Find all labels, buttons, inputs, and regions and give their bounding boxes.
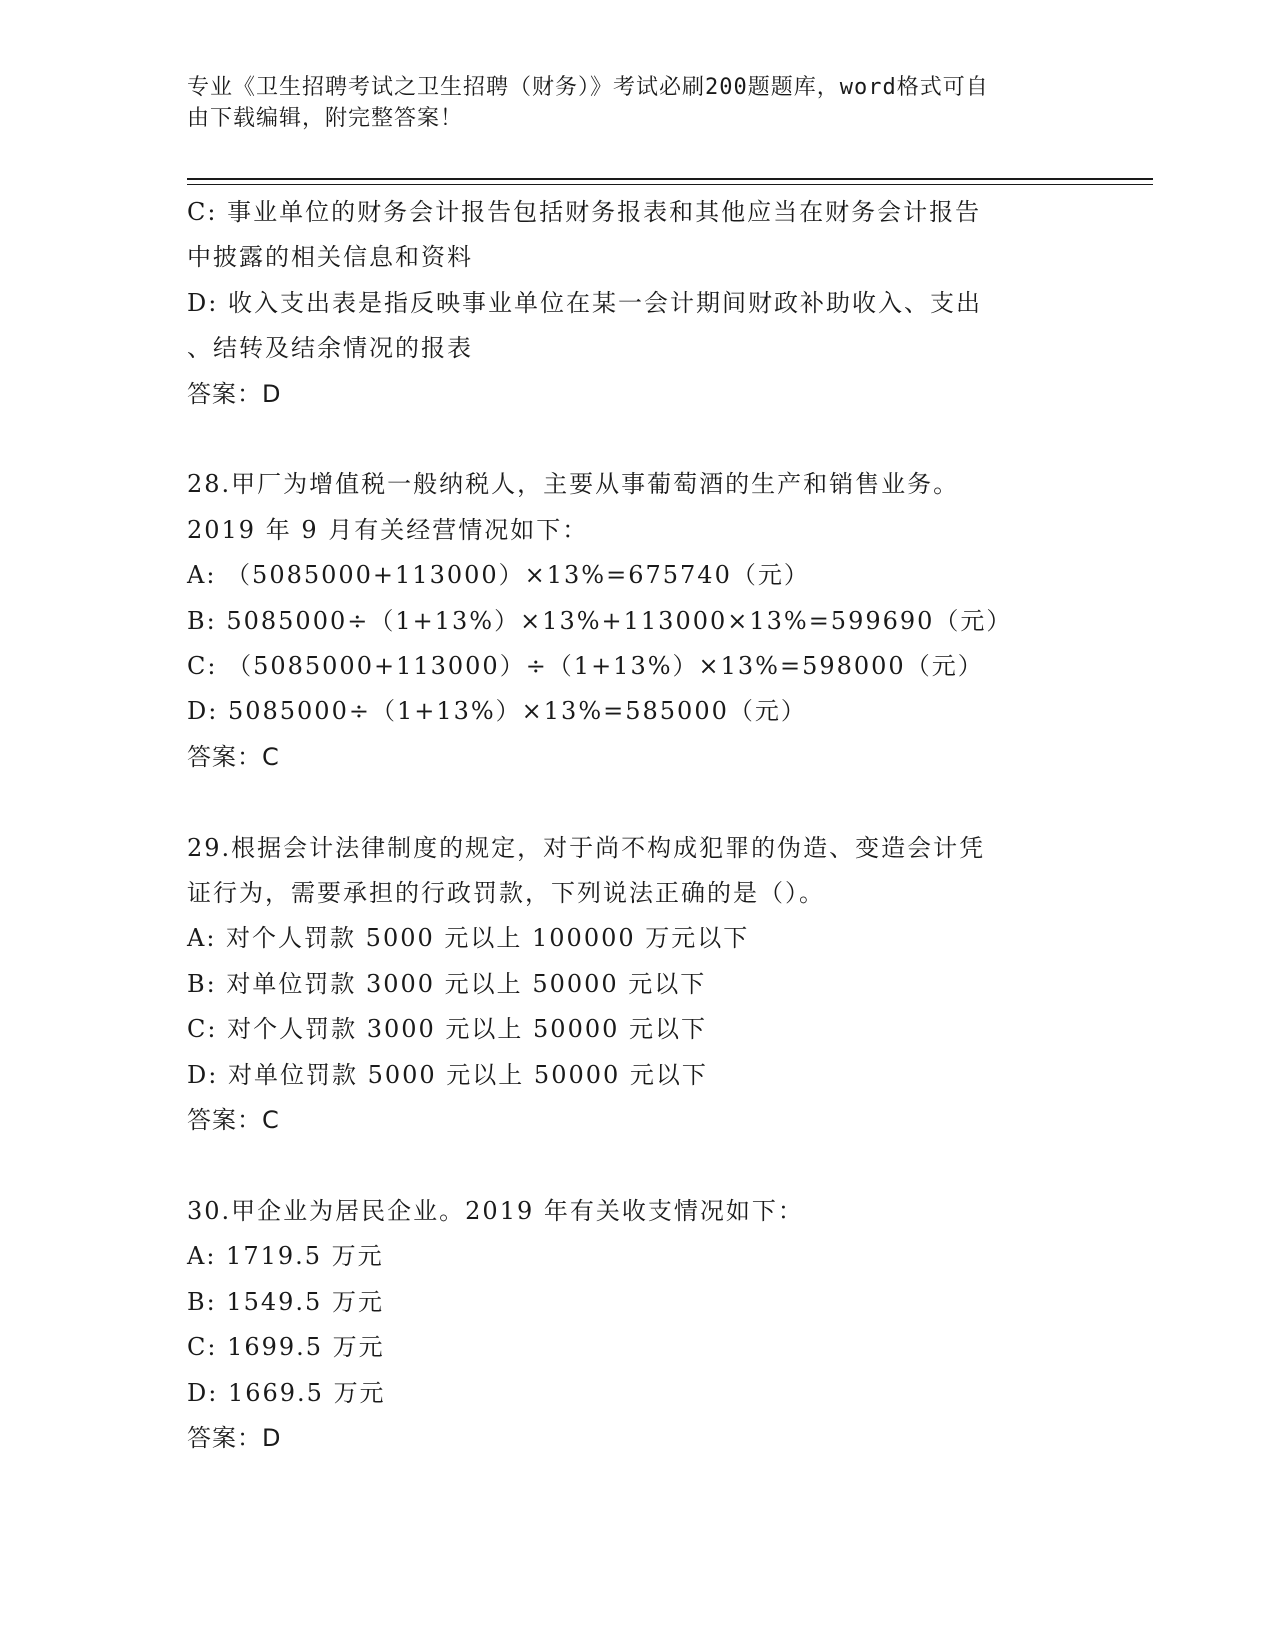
question-stem: 30.甲企业为居民企业。2019 年有关收支情况如下： [187, 1196, 804, 1225]
option-b: B: 对单位罚款 3000 元以上 50000 元以下 [187, 969, 707, 998]
option-d: D: 5085000÷（1+13%）×13%=585000（元） [187, 697, 807, 726]
spacer [187, 780, 1087, 825]
option-d: D: 1669.5 万元 [187, 1378, 386, 1407]
option-d: D: 对单位罚款 5000 元以上 50000 元以下 [187, 1060, 708, 1089]
option-b: B: 5085000÷（1+13%）×13%+113000×13%=599690（元） [187, 606, 1013, 635]
question-30 [187, 1189, 1087, 1461]
question-stem: 28.甲厂为增值税一般纳税人，主要从事葡萄酒的生产和销售业务。 [187, 470, 960, 499]
option-c: C: 对个人罚款 3000 元以上 50000 元以下 [187, 1015, 708, 1044]
option-c-continued: 中披露的相关信息和资料 [187, 243, 473, 272]
option-a: A: 对个人罚款 5000 元以上 100000 万元以下 [187, 924, 750, 953]
answer-line: 答案：C [187, 742, 280, 771]
question-stem-continued: 2019 年 9 月有关经营情况如下： [187, 515, 589, 544]
option-c: C: 1699.5 万元 [187, 1333, 385, 1362]
question-29 [187, 826, 1087, 1144]
document-header [187, 72, 1067, 134]
question-stem: 29.根据会计法律制度的规定，对于尚不构成犯罪的伪造、变造会计凭 [187, 833, 986, 862]
answer-line: 答案：C [187, 1106, 280, 1135]
spacer [187, 1144, 1087, 1189]
question-stem-continued: 证行为，需要承担的行政罚款，下列说法正确的是（）。 [187, 879, 825, 908]
header-divider-thick [187, 178, 1153, 180]
option-d-continued: 、结转及结余情况的报表 [187, 334, 473, 363]
header-divider-thin [187, 184, 1153, 185]
header-line-2: 由下载编辑，附完整答案！ [187, 106, 464, 131]
answer-line: 答案：D [187, 1423, 282, 1452]
question-27-continued [187, 190, 1087, 417]
option-a: A: 1719.5 万元 [187, 1242, 384, 1271]
answer-line: 答案：D [187, 379, 282, 408]
option-c: C: （5085000+113000）÷（1+13%）×13%=598000（元） [187, 652, 984, 681]
option-a: A: （5085000+113000）×13%=675740（元） [187, 561, 810, 590]
header-line-1: 专业《卫生招聘考试之卫生招聘（财务）》考试必刷200题题库，word格式可自 [187, 75, 989, 100]
document-body [187, 190, 1087, 1461]
option-d: D: 收入支出表是指反映事业单位在某一会计期间财政补助收入、支出 [187, 288, 982, 317]
option-b: B: 1549.5 万元 [187, 1287, 384, 1316]
spacer [187, 417, 1087, 462]
option-c: C: 事业单位的财务会计报告包括财务报表和其他应当在财务会计报告 [187, 198, 982, 226]
question-28 [187, 462, 1087, 780]
